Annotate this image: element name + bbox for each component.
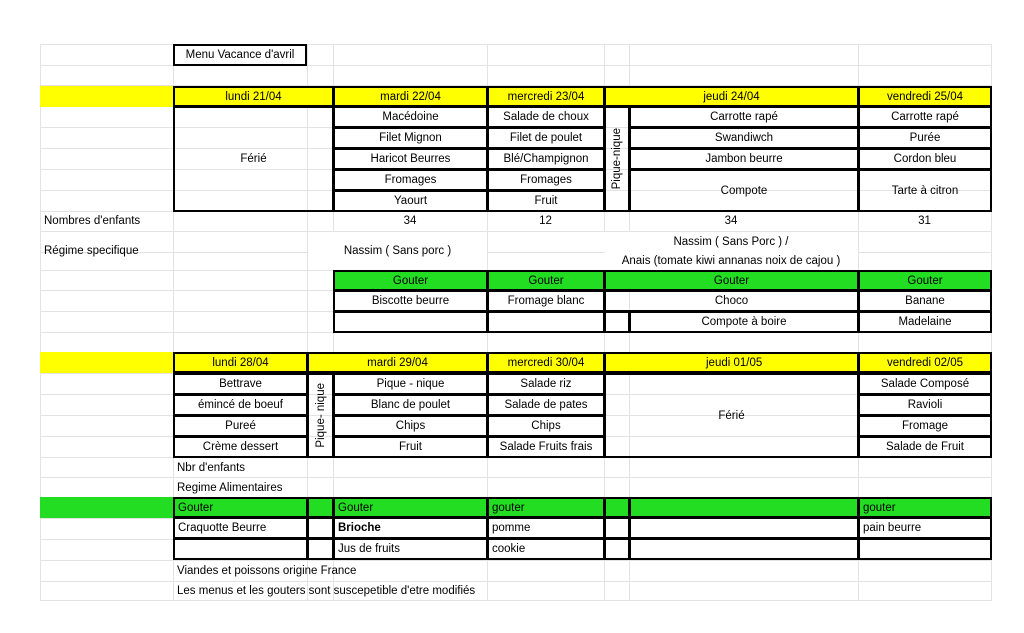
menu-item: Filet de poulet [487,127,605,149]
gouter-item: Choco [604,290,859,312]
gouter-empty [604,517,630,539]
page-title: Menu Vacance d'avril [173,44,307,66]
menu-item: Salade de Fruit [858,436,992,458]
week1-day-jeudi: jeudi 24/04 [604,86,859,107]
gouter-empty [604,311,630,333]
week2-day-jeudi: jeudi 01/05 [604,352,859,373]
menu-item: Salade Fruits frais [487,436,605,458]
gouter-item: cookie [487,538,605,560]
menu-item: émincé de boeuf [173,394,308,416]
menu-item: Jambon beurre [629,148,859,170]
menu-item: Pique - nique [333,373,488,395]
menu-item: Salade Composé [858,373,992,395]
menu-item: Bettrave [173,373,308,395]
gouter-header-mardi: Gouter [333,270,488,291]
menu-item: Fruit [487,190,605,212]
menu-item: Chips [333,415,488,437]
gouter-header-mardi: Gouter [333,497,488,518]
week1-day-lundi: lundi 21/04 [173,86,334,107]
gouter-item [487,311,605,333]
menu-item: Pureé [173,415,308,437]
menu-item: Fromages [333,169,488,191]
menu-item: Compote [629,169,859,212]
gouter-item: Banane [858,290,992,312]
nbr-enfants-label: Nbr d'enfants [177,461,246,474]
nombres-enfants-label: Nombres d'enfants [44,215,141,227]
week2-day-mardi: mardi 29/04 [307,352,488,373]
menu-item: Cordon bleu [858,148,992,170]
menu-item: Blé/Champignon [487,148,605,170]
menu-item: Fromage [858,415,992,437]
note-origine: Viandes et poissons origine France [177,565,357,577]
regime-alimentaires-label: Regime Alimentaires [177,481,283,494]
gouter-item: Fromage blanc [487,290,605,312]
menu-item: Ravioli [858,394,992,416]
menu-item: Salade de choux [487,106,605,128]
gouter-header-vendredi: Gouter [858,270,992,291]
gouter-spacer [629,497,859,518]
week2-day-mercredi: mercredi 30/04 [487,352,605,373]
gouter-item: Madelaine [858,311,992,333]
week1-day-mardi: mardi 22/04 [333,86,488,107]
menu-item: Salade de pates [487,394,605,416]
menu-item: Swandiwch [629,127,859,149]
gouter-item: Brioche [333,517,488,539]
gouter-item: Jus de fruits [333,538,488,560]
gouter-header-mercredi: gouter [487,497,605,518]
nombres-mercredi: 12 [539,215,552,227]
menu-item: Fromages [487,169,605,191]
gouter-spacer [604,497,630,518]
gouter-item: Compote à boire [629,311,859,333]
week1-picnic-label: Pique-nique [611,128,623,190]
gouter-item [333,311,488,333]
menu-item: Macédoine [333,106,488,128]
menu-item: Filet Mignon [333,127,488,149]
gouter-item: Biscotte beurre [333,290,488,312]
gouter-empty [307,538,334,560]
menu-item: Carrotte rapé [629,106,859,128]
gouter-item: pain beurre [858,517,992,539]
gouter-item: pomme [487,517,605,539]
regime-jeudi-line1: Nassim ( Sans Porc ) / [604,232,858,251]
regime-specifique-label: Régime specifique [44,245,139,257]
gouter-empty [307,517,334,539]
nombres-mardi: 34 [403,215,417,227]
gouter-header-jeudi: Gouter [604,270,859,291]
gouter-header-vendredi: gouter [858,497,992,518]
gouter-empty [629,538,859,560]
gouter-header-lundi: Gouter [173,497,308,518]
gouter-empty [858,538,992,560]
menu-item: Blanc de poulet [333,394,488,416]
regime-jeudi-line2: Anais (tomate kiwi annanas noix de cajou ) [604,252,858,270]
gouter-spacer [307,497,334,518]
menu-item: Fruit [333,436,488,458]
gouter-empty [604,538,630,560]
week1-day-mercredi: mercredi 23/04 [487,86,605,107]
week1-picnic-cell [604,106,630,212]
menu-item: Yaourt [333,190,488,212]
week2-day-vendredi: vendredi 02/05 [858,352,992,373]
week2-jeudi-ferie: Férié [604,373,859,458]
menu-item: Carrotte rapé [858,106,992,128]
week2-picnic-cell [307,373,334,458]
regime-mardi: Nassim ( Sans porc ) [308,232,487,270]
week2-day-lundi: lundi 28/04 [173,352,308,373]
gouter-empty [629,517,859,539]
week1-day-vendredi: vendredi 25/04 [858,86,992,107]
gouter-empty [173,538,308,560]
menu-item: Crème dessert [173,436,308,458]
menu-item: Purée [858,127,992,149]
menu-item: Haricot Beurres [333,148,488,170]
gouter-item: Craquotte Beurre [173,517,308,539]
note-modifies: Les menus et les gouters sont suscepetible d'etre modifiés [177,585,476,597]
menu-item: Tarte à citron [858,169,992,212]
week1-lundi-ferie: Férié [173,106,334,212]
nombres-jeudi: 34 [724,215,738,227]
nombres-vendredi: 31 [918,215,931,227]
gouter-header-mercredi: Gouter [487,270,605,291]
menu-item: Chips [487,415,605,437]
menu-item: Salade riz [487,373,605,395]
week2-picnic-label: Pique- nique [314,383,327,448]
